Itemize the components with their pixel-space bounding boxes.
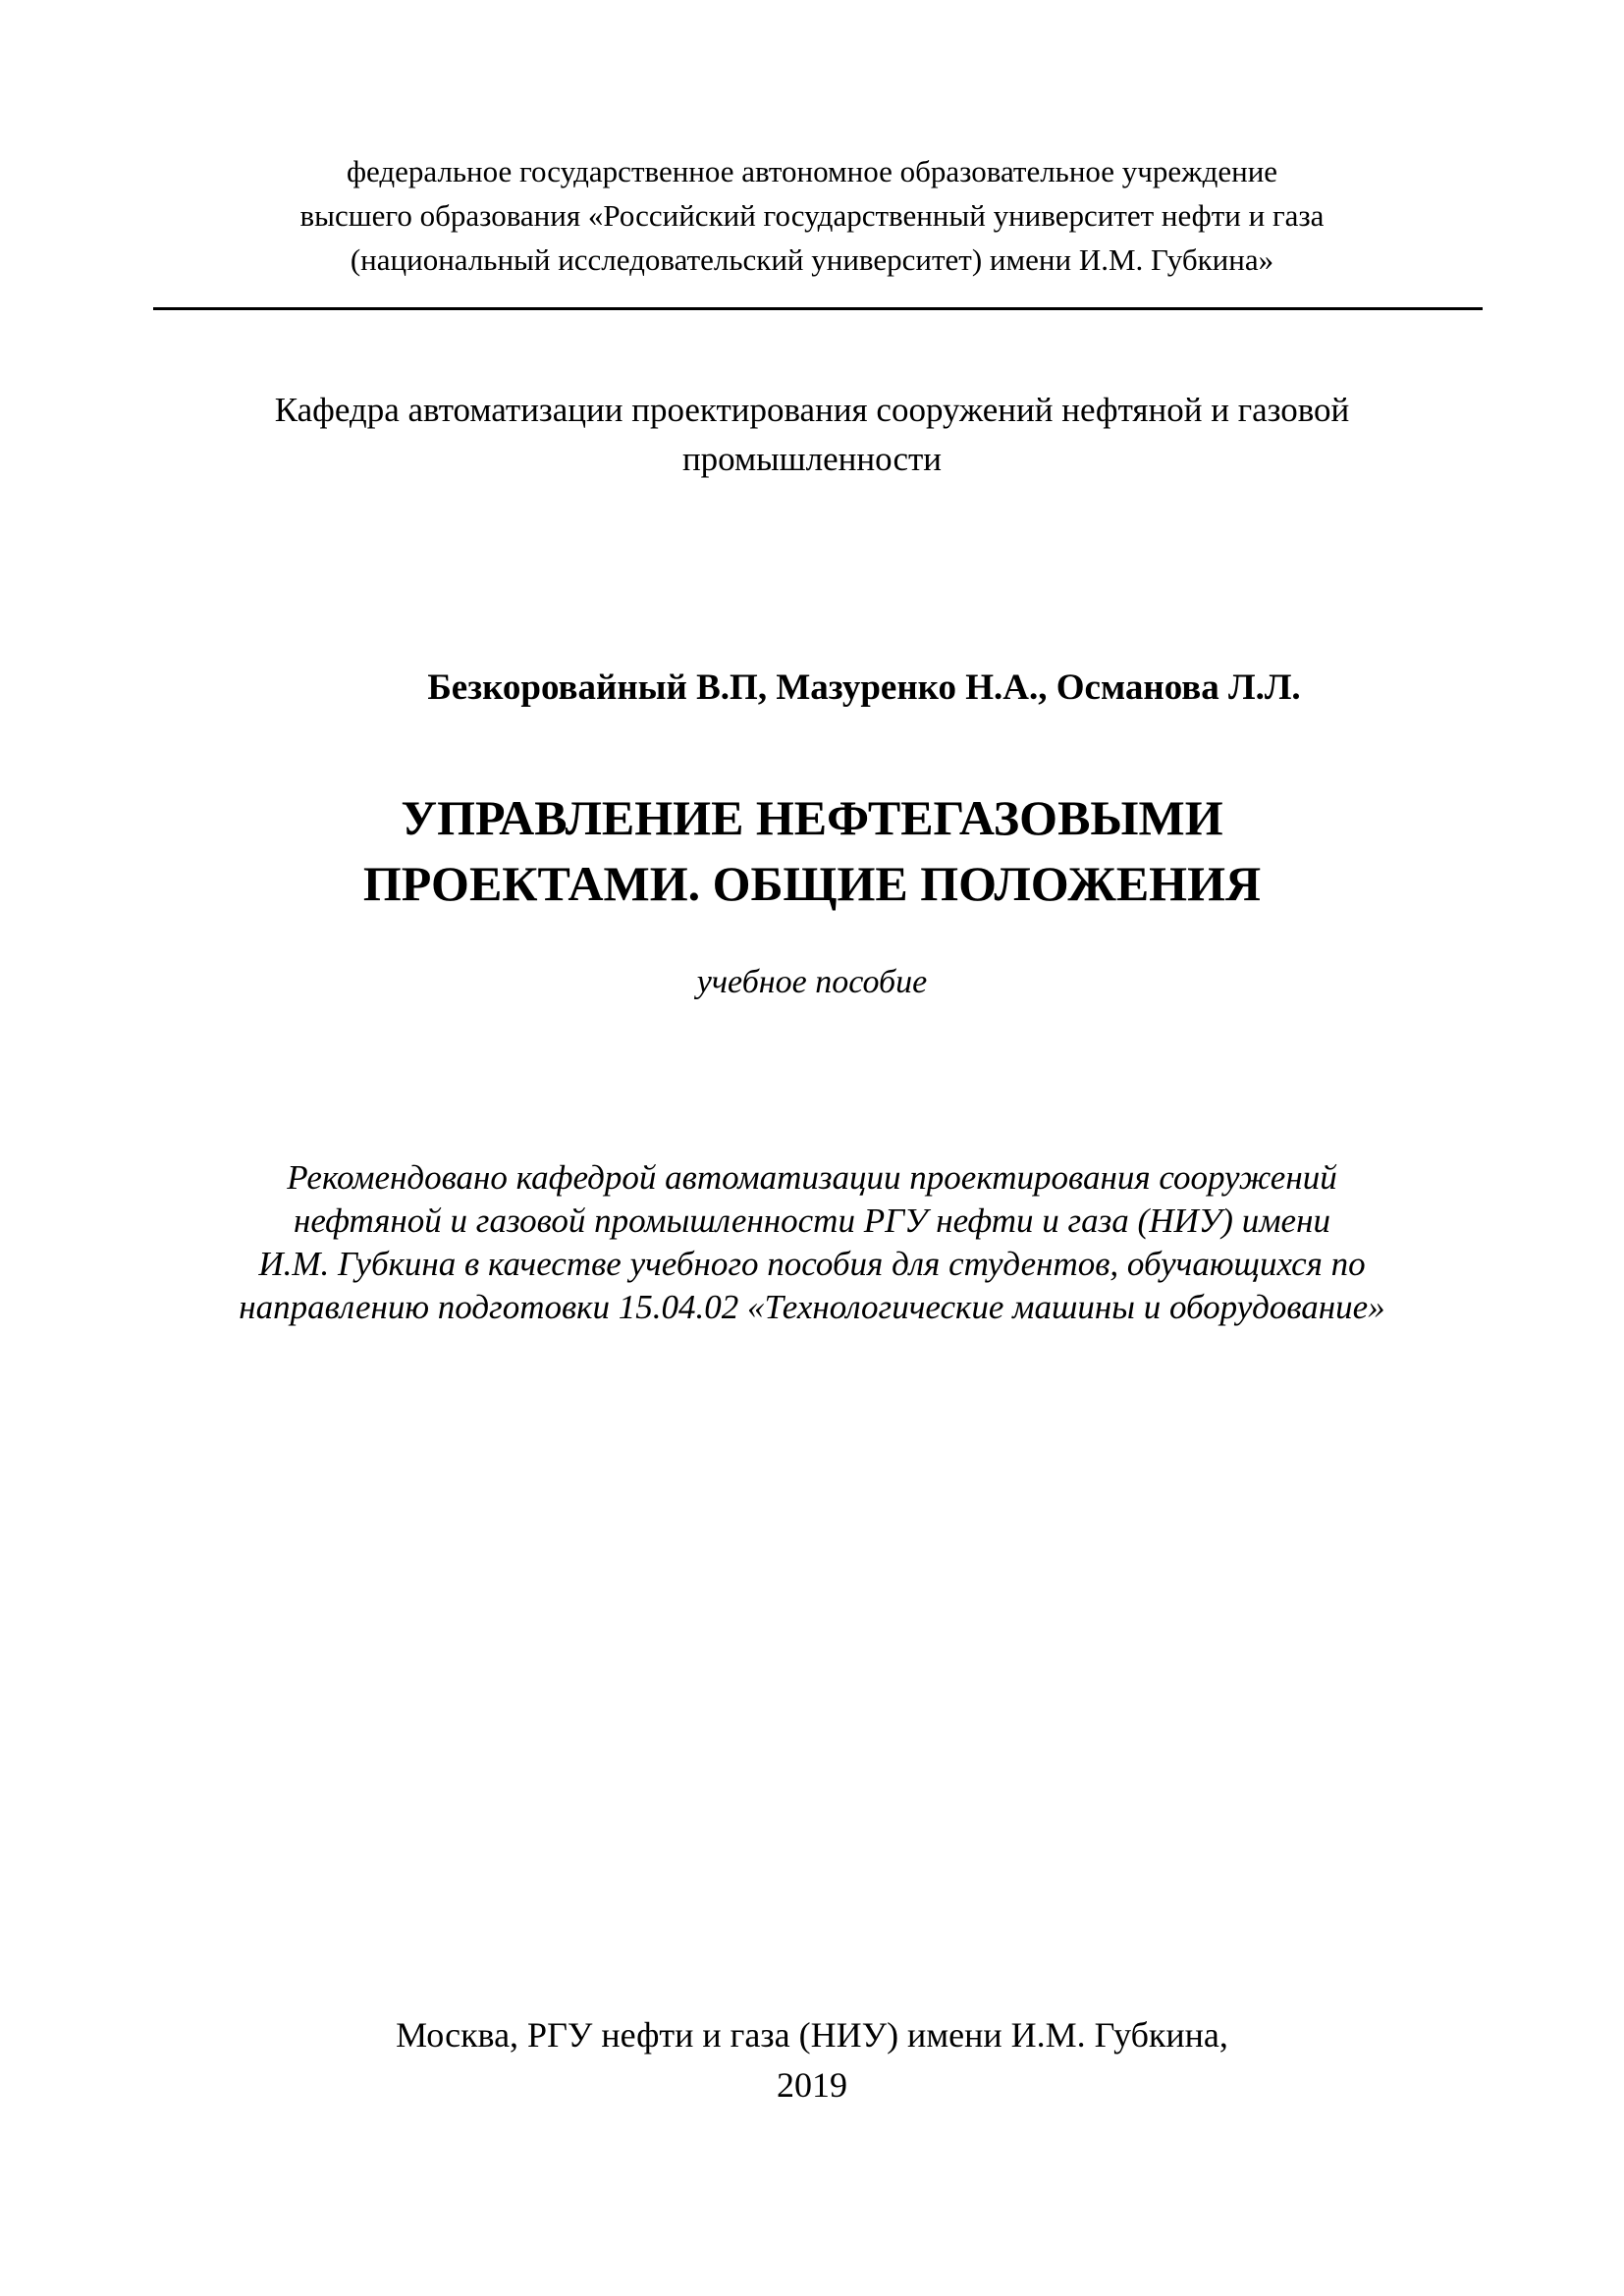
recommendation-line: нефтяной и газовой промышленности РГУ нефти и газа (НИУ) имени xyxy=(294,1201,1330,1240)
department-name xyxy=(0,386,1624,484)
recommendation-line: Рекомендовано кафедрой автоматизации проектирования сооружений xyxy=(287,1158,1337,1197)
imprint-place: Москва, РГУ нефти и газа (НИУ) имени И.М. Губкина, xyxy=(396,2015,1228,2055)
institution-line: федеральное государственное автономное образовательное учреждение xyxy=(346,154,1278,188)
publication-imprint xyxy=(0,2010,1624,2110)
recommendation-line: И.М. Губкина в качестве учебного пособия для студентов, обучающихся по xyxy=(258,1245,1366,1283)
authors xyxy=(0,664,1624,713)
subtitle-line: учебное пособие xyxy=(696,964,928,1000)
title-line: ПРОЕКТАМИ. ОБЩИЕ ПОЛОЖЕНИЯ xyxy=(362,856,1262,911)
authors-line: Безкоровайный В.П, Мазуренко Н.А., Османова Л.Л. xyxy=(427,667,1301,708)
document-type xyxy=(0,960,1624,1004)
department-line: промышленности xyxy=(681,440,943,478)
title-line: УПРАВЛЕНИЕ НЕФТЕГАЗОВЫМИ xyxy=(401,790,1223,845)
recommendation-note xyxy=(0,1156,1624,1329)
recommendation-line: направлению подготовки 15.04.02 «Технологические машины и оборудование» xyxy=(239,1288,1385,1326)
institution-line: высшего образования «Российский государственный университет нефти и газа xyxy=(299,198,1325,233)
document-title xyxy=(0,785,1624,917)
imprint-year: 2019 xyxy=(777,2065,847,2105)
institution-line: (национальный исследовательский университет) имени И.М. Губкина» xyxy=(350,242,1274,277)
header-divider xyxy=(153,307,1483,310)
department-line: Кафедра автоматизации проектирования сооружений нефтяной и газовой xyxy=(274,391,1350,429)
institution-name xyxy=(0,149,1624,282)
